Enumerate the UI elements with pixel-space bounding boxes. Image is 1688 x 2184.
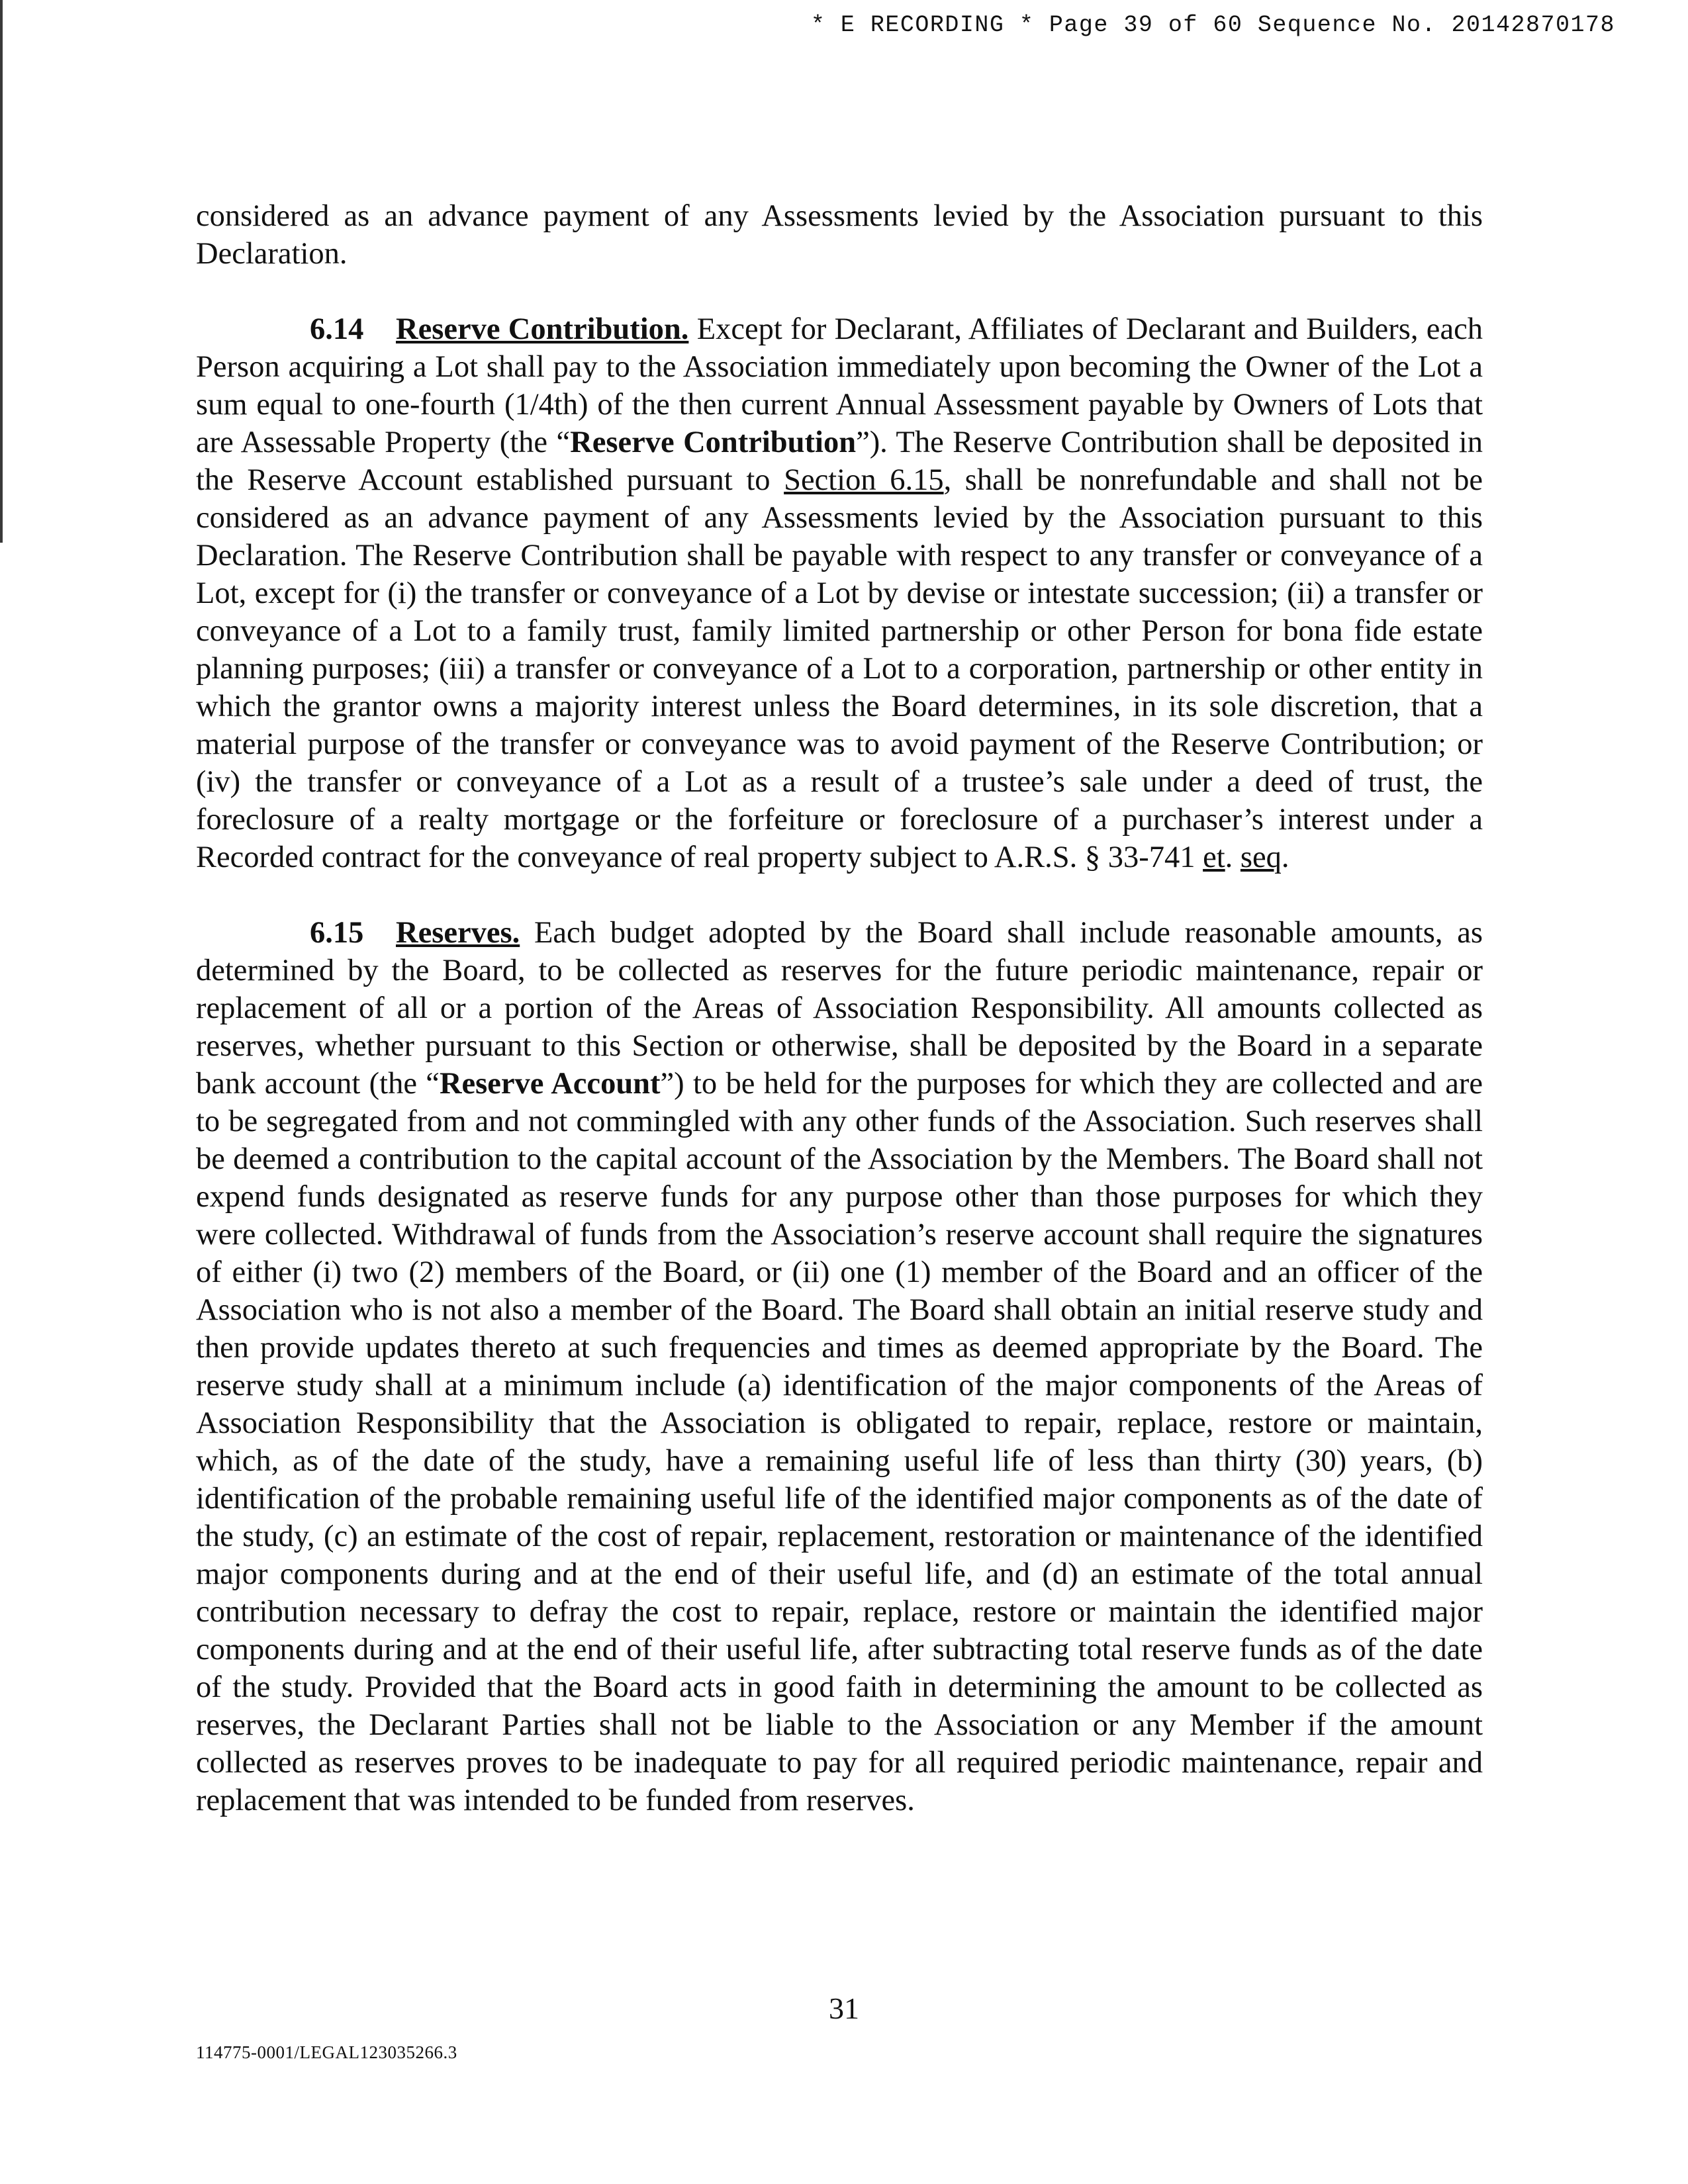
- defined-term-reserve-account: Reserve Account: [439, 1067, 661, 1101]
- section-6-14-title: Reserve Contribution.: [396, 312, 689, 346]
- scan-edge-artifact: [0, 0, 3, 543]
- section-6-15-number: 6.15: [310, 916, 364, 950]
- section-6-15-text-2: ”) to be held for the purposes for which they are collected and are to be segregated from and not commingled with any other funds of the Association. Such reserves shall be deemed a contribution to the capital account of the Association by the Members. The Board shall not expend funds designated as reserve funds for any purpose other than those purposes for which they were collected. Withdrawal of funds from the Association’s reserve account shall require the signatures of either (i) two (2) members of the Board, or (ii) one (1) member of the Board and an officer of the Association who is not also a member of the Board. The Board shall obtain an initial reserve study and then provide updates thereto at such frequencies and times as deemed appropriate by the Board. The reserve study shall at a minimum include (a) identification of the major components of the Areas of Association Responsibility that the Association is obligated to repair, replace, restore or maintain, which, as of the date of the study, have a remaining useful life of less than thirty (30) years, (b) identification of the probable remaining useful life of the identified major components as of the date of the study, (c) an estimate of the cost of repair, replacement, restoration or maintenance of the identified major components during and at the end of their useful life, and (d) an estimate of the total annual contribution necessary to defray the cost to repair, replace, restore or maintain the identified major components during and at the end of their useful life, after subtracting total reserve funds as of the date of the study. Provided that the Board acts in good faith in determining the amount to be collected as reserves, the Declarant Parties shall not be liable to the Association or any Member if the amount collected as reserves proves to be inadequate to pay for all required periodic maintenance, repair and replacement that was intended to be funded from reserves.: [196, 1067, 1483, 1817]
- section-6-14-end: .: [1281, 841, 1289, 874]
- defined-term-reserve-contribution: Reserve Contribution: [570, 426, 857, 459]
- section-6-14-number: 6.14: [310, 312, 364, 346]
- section-6-14-paragraph: [196, 310, 1483, 876]
- citation-period: .: [1225, 841, 1241, 874]
- document-id: 114775-0001/LEGAL123035266.3: [196, 2042, 457, 2062]
- continuation-text: considered as an advance payment of any Assessments levied by the Association pursuant to this Declaration.: [196, 199, 1483, 271]
- section-6-15-reference: Section 6.15: [784, 463, 944, 497]
- recording-header: * E RECORDING * Page 39 of 60 Sequence No. 20142870178: [810, 12, 1615, 38]
- section-6-15-paragraph: [196, 914, 1483, 1819]
- section-6-15-title: Reserves.: [396, 916, 520, 950]
- page-number: 31: [829, 1991, 859, 2025]
- document-body: [196, 197, 1483, 1819]
- citation-seq: seq: [1240, 841, 1282, 874]
- citation-et: et: [1203, 841, 1225, 874]
- continuation-paragraph: [196, 197, 1483, 273]
- section-6-15-text-1: Each budget adopted by the Board shall include reasonable amounts, as determined by the Board, to be collected as reserves for the future periodic maintenance, repair or replacement of all or a portion of the Areas of Association Responsibility. All amounts collected as reserves, whether pursuant to this Section or otherwise, shall be deposited by the Board in a separate bank account (the “: [196, 916, 1483, 1101]
- section-6-14-text-1: Except for Declarant, Affiliates of Declarant and Builders, each Person acquiring a Lot shall pay to the Association immediately upon becoming the Owner of the Lot a sum equal to one-fourth (1/4th) of the then current Annual Assessment payable by Owners of Lots that are Assessable Property (the “: [196, 312, 1483, 459]
- section-6-14-text-3: , shall be nonrefundable and shall not be considered as an advance payment of any Assessments levied by the Association pursuant to this Declaration. The Reserve Contribution shall be payable with respect to any transfer or conveyance of a Lot, except for (i) the transfer or conveyance of a Lot by devise or intestate succession; (ii) a transfer or conveyance of a Lot to a family trust, family limited partnership or other Person for bona fide estate planning purposes; (iii) a transfer or conveyance of a Lot to a corporation, partnership or other entity in which the grantor owns a majority interest unless the Board determines, in its sole discretion, that a material purpose of the transfer or conveyance was to avoid payment of the Reserve Contribution; or (iv) the transfer or conveyance of a Lot as a result of a trustee’s sale under a deed of trust, the foreclosure of a realty mortgage or the forfeiture or foreclosure of a purchaser’s interest under a Recorded contract for the conveyance of real property subject to A.R.S. § 33-741: [196, 463, 1483, 874]
- section-6-14-text-2: ”). The Reserve Contribution shall be deposited in the Reserve Account established pursuant to: [196, 426, 1483, 497]
